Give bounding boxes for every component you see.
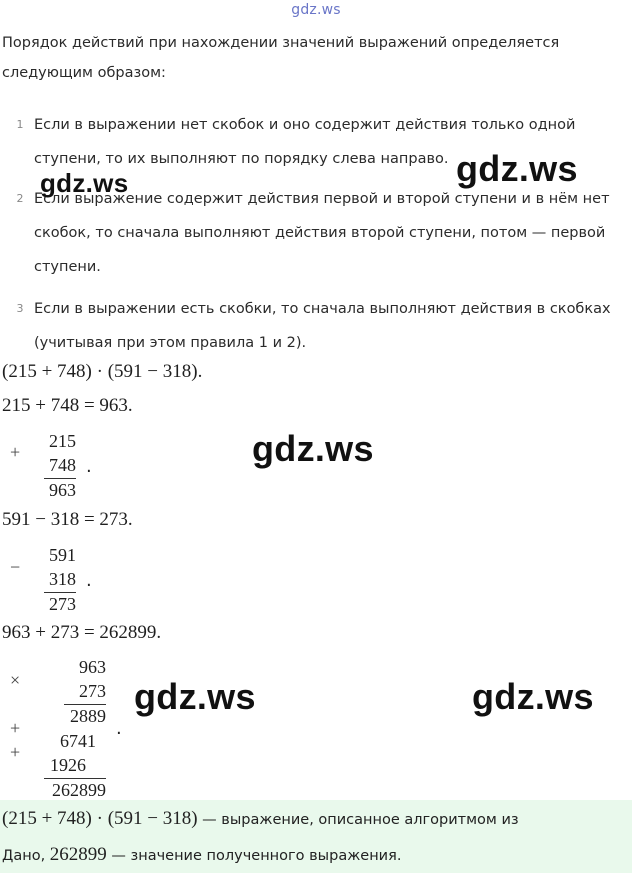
operand-b: 748 xyxy=(49,455,76,475)
result: 273 xyxy=(49,594,76,614)
watermark: gdz.ws xyxy=(40,168,129,198)
subtraction-column xyxy=(44,544,76,614)
answer-text-1: — выражение, описанное алгоритмом из xyxy=(197,812,519,828)
answer-box xyxy=(0,800,632,873)
result: 963 xyxy=(49,480,76,500)
answer-expression: (215 + 748) · (591 − 318) xyxy=(2,808,198,829)
minus-operator: − xyxy=(10,557,21,577)
site-header-link[interactable]: gdz.ws xyxy=(291,2,341,18)
partial-product-3: 1926 xyxy=(50,755,86,775)
answer-text-2a: Дано, xyxy=(2,848,50,864)
watermark: gdz.ws xyxy=(456,148,578,189)
partial-product-2: 6741 xyxy=(60,731,96,751)
partial-product-1: 2889 xyxy=(70,706,106,726)
operand-b: 318 xyxy=(49,569,76,589)
rule-text: Если в выражении есть скобки, то сначала выполняют действия в скобках (учитывая при этом правила 1 и 2). xyxy=(34,301,611,351)
rule-number: 3 xyxy=(16,302,24,315)
plus-operator-2: + xyxy=(10,742,21,762)
step-2-equation: 591 − 318 = 273. xyxy=(2,509,133,530)
rule-text: Если в выражении нет скобок и оно содержит действия только одной ступени, то их выполняют по порядку слева направо. xyxy=(34,117,576,167)
operand-b: 273 xyxy=(79,681,106,701)
answer-line-1 xyxy=(2,808,519,830)
answer-value: 262899 xyxy=(49,844,107,865)
result: 262899 xyxy=(52,780,106,800)
watermark: gdz.ws xyxy=(134,676,256,717)
watermark: gdz.ws xyxy=(472,676,594,717)
operand-a: 591 xyxy=(49,545,76,565)
plus-operator: + xyxy=(10,442,21,462)
answer-text-2b: — значение полученного выражения. xyxy=(106,848,402,864)
step-1-equation: 215 + 748 = 963. xyxy=(2,395,133,416)
period: . xyxy=(116,718,122,739)
period: . xyxy=(86,570,92,591)
multiplication-column xyxy=(44,656,106,801)
operand-a: 215 xyxy=(49,431,76,451)
rule-number: 2 xyxy=(16,192,24,205)
expression: (215 + 748) · (591 − 318). xyxy=(2,361,203,382)
watermark: gdz.ws xyxy=(252,428,374,469)
rule-item-3 xyxy=(14,292,626,360)
step-3-equation: 963 + 273 = 262899. xyxy=(2,622,162,643)
rule-text: Если выражение содержит действия первой и второй ступени и в нём нет скобок, то сначала выполняют действия второй ступени, потом — первой ступени. xyxy=(34,191,610,275)
plus-operator-1: + xyxy=(10,718,21,738)
answer-line-2 xyxy=(2,844,401,866)
intro-paragraph: Порядок действий при нахождении значений выражений определяется следующим образом: xyxy=(2,35,560,81)
period: . xyxy=(86,456,92,477)
rule-number: 1 xyxy=(16,118,24,131)
operand-a: 963 xyxy=(79,657,106,677)
multiply-operator: × xyxy=(10,670,21,690)
addition-column xyxy=(44,430,76,500)
